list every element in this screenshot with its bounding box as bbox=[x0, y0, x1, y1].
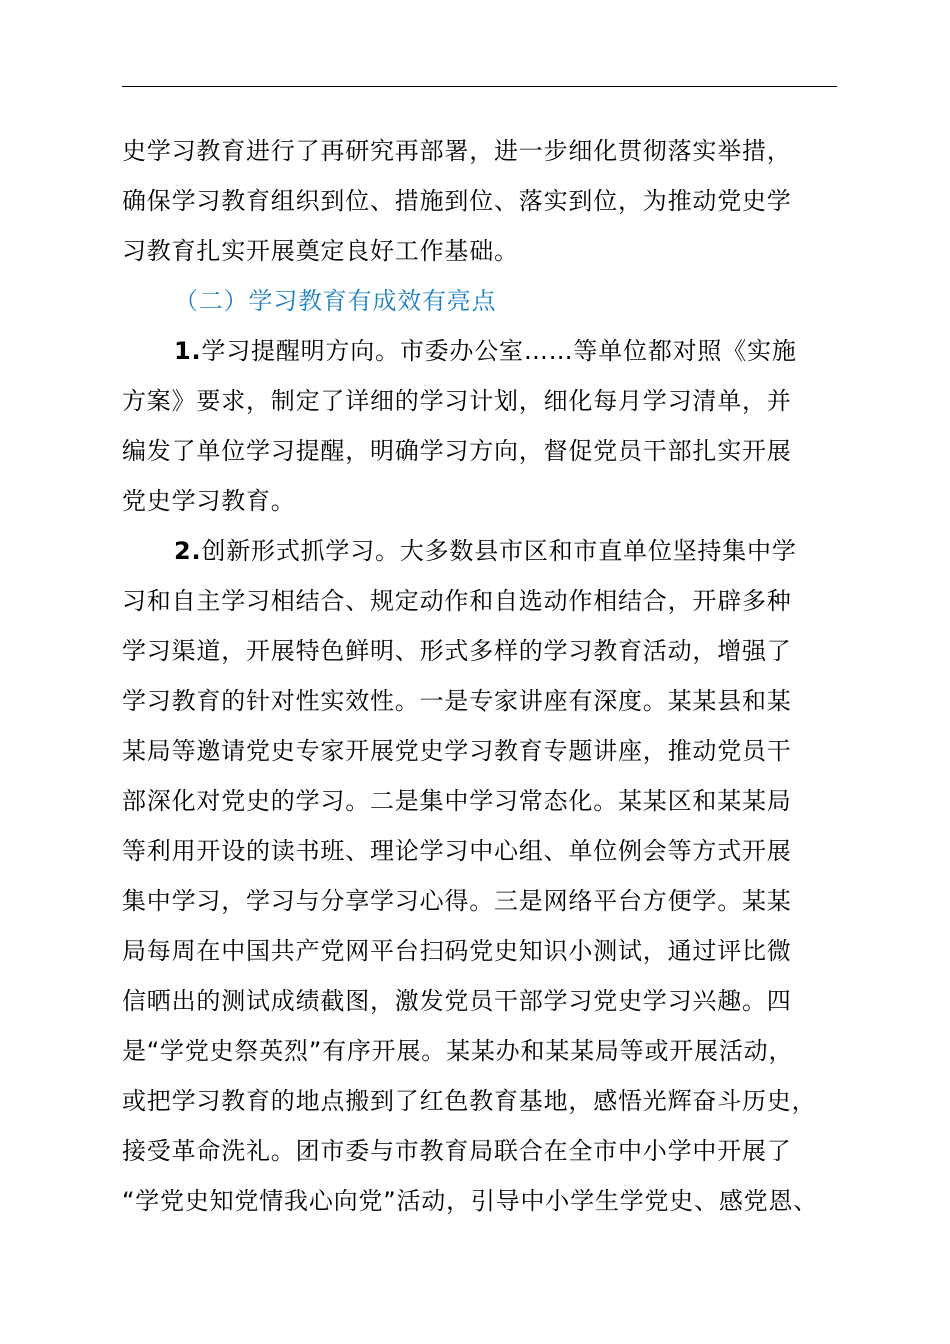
text-line: 史学习教育进行了再研究再部署，进一步细化贯彻落实举措， bbox=[122, 137, 792, 165]
text-line: 是“学党史祭英烈”有序开展。某某办和某某局等或开展活动， bbox=[122, 1037, 794, 1065]
text-line: 或把学习教育的地点搬到了红色教育基地，感悟光辉奋斗历史， bbox=[122, 1087, 817, 1115]
text-line: 习和自主学习相结合、规定动作和自选动作相结合，开辟多种 bbox=[122, 587, 792, 615]
text-line: 确保学习教育组织到位、措施到位、落实到位，为推动党史学 bbox=[122, 187, 792, 215]
text-line: 方案》要求，制定了详细的学习计划，细化每月学习清单，并 bbox=[122, 387, 792, 415]
text-line: 某局等邀请党史专家开展党史学习教育专题讲座，推动党员干 bbox=[122, 737, 792, 765]
text-line: 接受革命洗礼。团市委与市教育局联合在全市中小学中开展了 bbox=[122, 1137, 792, 1165]
text-line: 学习渠道，开展特色鲜明、形式多样的学习教育活动，增强了 bbox=[122, 637, 792, 665]
text-line: 信晒出的测试成绩截图，激发党员干部学习党史学习兴趣。四 bbox=[122, 987, 792, 1015]
item-2-number: 2. bbox=[174, 537, 202, 565]
text-line: 编发了单位学习提醒，明确学习方向，督促党员干部扎实开展 bbox=[122, 437, 792, 465]
text-line: 习教育扎实开展奠定良好工作基础。 bbox=[122, 237, 519, 265]
text-line: 集中学习，学习与分享学习心得。三是网络平台方便学。某某 bbox=[122, 887, 792, 915]
text-line: “学党史知党情我心向党”活动，引导中小学生学党史、感党恩、 bbox=[122, 1187, 819, 1215]
item-1-first-line bbox=[122, 326, 862, 376]
text-line: 学习教育的针对性实效性。一是专家讲座有深度。某某县和某 bbox=[122, 687, 792, 715]
text-line: 等利用开设的读书班、理论学习中心组、单位例会等方式开展 bbox=[122, 837, 792, 865]
text-line: 局每周在中国共产党网平台扫码党史知识小测试，通过评比微 bbox=[122, 937, 792, 965]
header-rule bbox=[122, 86, 837, 87]
item-1-title: 学习提醒明方向。市委办公室……等单位都对照《实施 bbox=[201, 337, 797, 365]
text-line: 部深化对党史的学习。二是集中学习常态化。某某区和某某局 bbox=[122, 787, 792, 815]
document-body bbox=[122, 126, 862, 1226]
text-line: 党史学习教育。 bbox=[122, 487, 296, 515]
section-heading: （二）学习教育有成效有亮点 bbox=[174, 287, 497, 315]
item-2-first-line bbox=[122, 526, 862, 576]
item-1-number: 1. bbox=[174, 337, 202, 365]
item-2-title: 创新形式抓学习。大多数县市区和市直单位坚持集中学 bbox=[201, 537, 797, 565]
